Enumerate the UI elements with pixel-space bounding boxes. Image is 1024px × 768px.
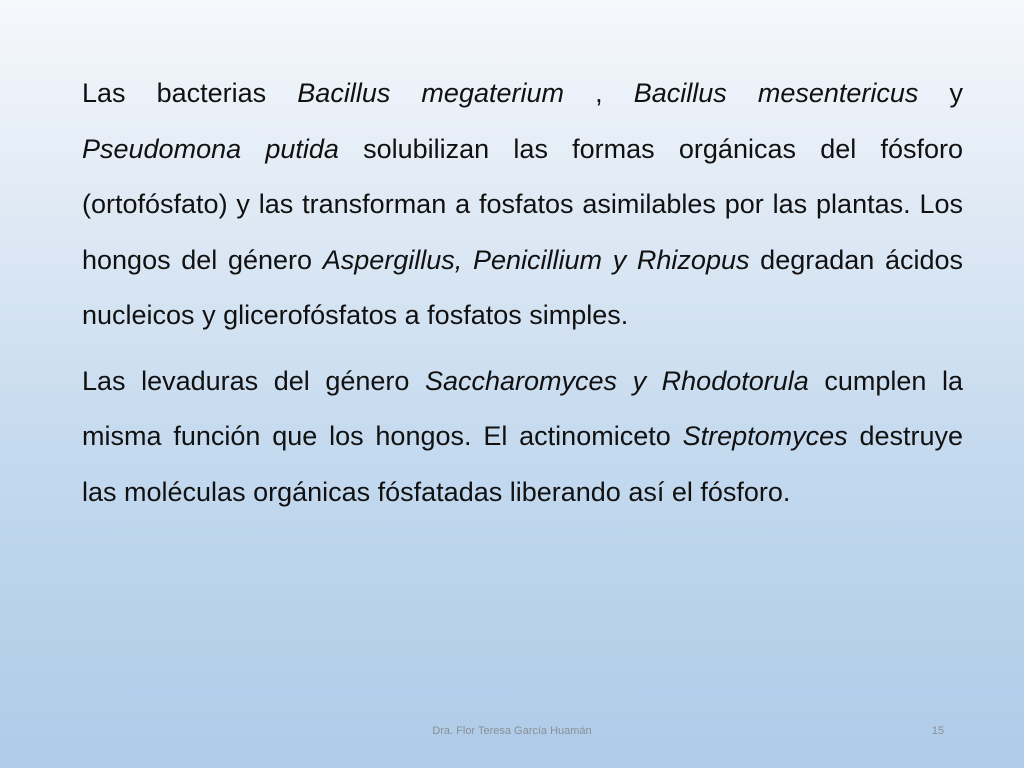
genus-names: Aspergillus, Penicillium y Rhizopus [322, 244, 750, 275]
text-run: solubilizan las formas orgánicas del fósforo (ortofósfato) y las transforman a fosfatos asimilables por las plantas. Los hongos del género [82, 133, 963, 275]
text-run: y [918, 78, 964, 108]
genus-names: Saccharomyces y Rhodotorula [424, 365, 809, 396]
species-name: Pseudomona putida [82, 133, 339, 164]
paragraph-yeasts [82, 354, 963, 521]
text-run: Las bacterias [82, 78, 298, 108]
genus-name: Streptomyces [682, 421, 848, 451]
page-number: 15 [931, 725, 945, 737]
text-run: cumplen la misma función que los hongos. El actinomiceto [82, 365, 963, 451]
species-name: Bacillus megaterium [297, 78, 564, 108]
footer-author: Dra. Flor Teresa García Huamán [432, 725, 592, 737]
species-name: Bacillus mesentericus [633, 78, 919, 108]
paragraph-bacteria [82, 66, 963, 344]
slide-footer [0, 725, 1024, 741]
text-run: degradan ácidos nucleicos y glicerofósfatos a fosfatos simples. [82, 244, 964, 330]
text-run: , [564, 78, 634, 108]
slide-body [82, 66, 963, 530]
text-run: destruye las moléculas orgánicas fósfatadas liberando así el fósforo. [82, 421, 964, 507]
text-run: Las levaduras del género [82, 365, 425, 396]
